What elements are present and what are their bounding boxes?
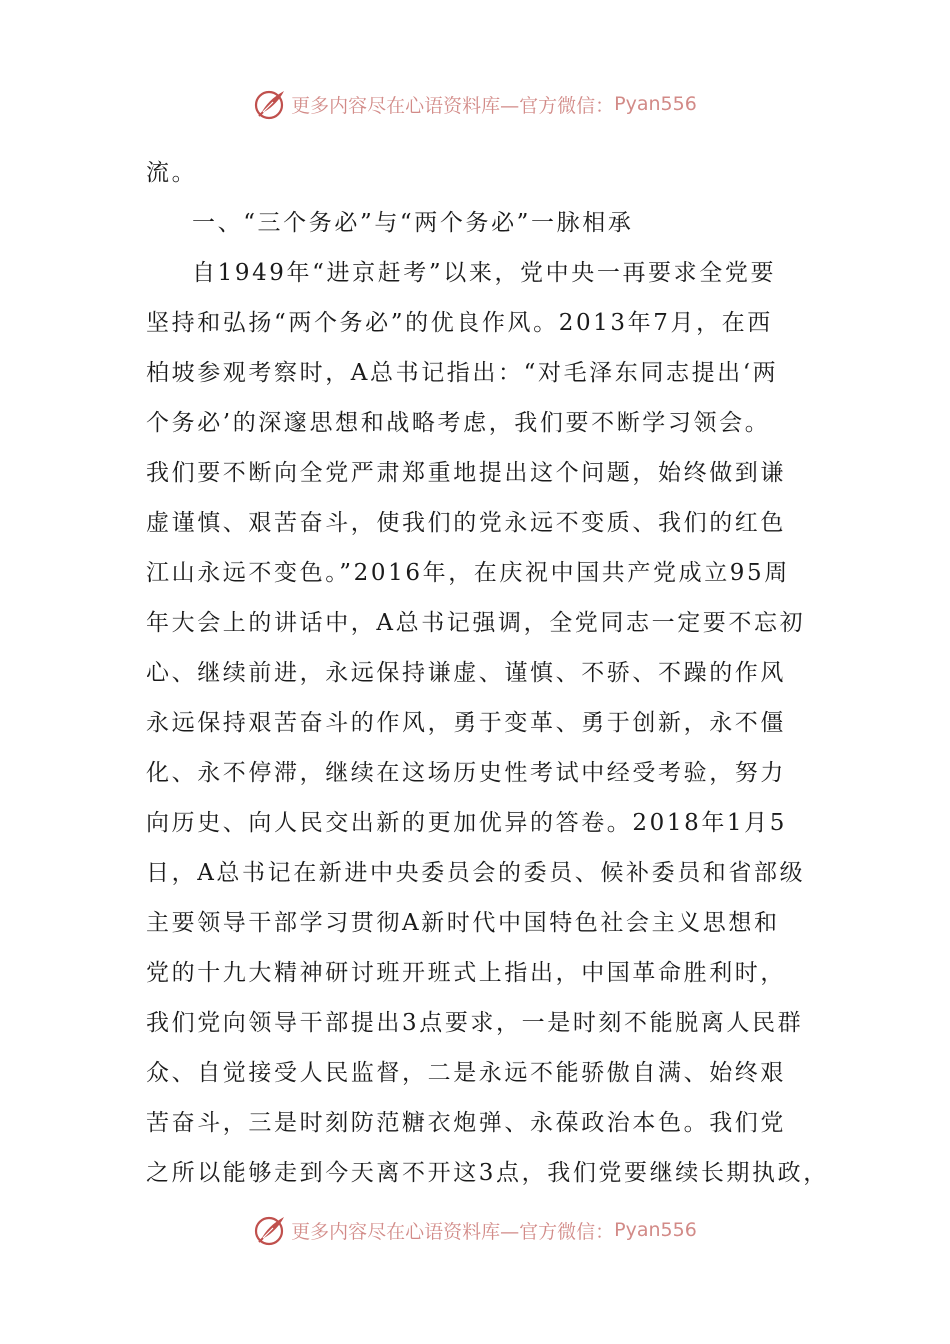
section-heading: 一、“三个务必”与“两个务必”一脉相承 [192,210,634,236]
text-line: 自1949年“进京赶考”以来，党中央一再要求全党要 [192,260,777,286]
watermark-wechat-id: Pyan556 [614,93,697,115]
text-line: 流。 [146,160,198,186]
feather-pen-logo-icon [253,87,287,121]
text-line: 永远保持艰苦奋斗的作风，勇于变革、勇于创新，永不僵 [146,710,786,736]
text-line: 主要领导干部学习贯彻A新时代中国特色社会主义思想和 [146,910,780,936]
text-line: 我们党向领导干部提出3点要求，一是时刻不能脱离人民群 [146,1010,804,1036]
text-line: 虚谨慎、艰苦奋斗，使我们的党永远不变质、我们的红色 [146,510,786,536]
text-line: 党的十九大精神研讨班开班式上指出，中国革命胜利时， [146,960,786,986]
document-body [146,148,829,1198]
text-line: 柏坡参观考察时，A总书记指出：“对毛泽东同志提出‘两 [146,360,779,386]
text-line: 江山永远不变色。”2016年，在庆祝中国共产党成立95周 [146,560,790,586]
watermark-wechat-id: Pyan556 [614,1219,697,1241]
text-line: 苦奋斗，三是时刻防范糖衣炮弹、永葆政治本色。我们党 [146,1110,786,1136]
watermark-text: 更多内容尽在心语资料库—官方微信： [291,94,615,117]
text-line: 众、自觉接受人民监督，二是永远不能骄傲自满、始终艰 [146,1060,786,1086]
text-line: 年大会上的讲话中，A总书记强调，全党同志一定要不忘初 [146,610,806,636]
text-line: 坚持和弘扬“两个务必”的优良作风。2013年7月，在西 [146,310,773,336]
watermark-text: 更多内容尽在心语资料库—官方微信： [291,1220,615,1243]
text-line: 心、继续前进，永远保持谦虚、谨慎、不骄、不躁的作风 [146,660,786,686]
text-line: 我们要不断向全党严肃郑重地提出这个问题，始终做到谦 [146,460,786,486]
text-line: 之所以能够走到今天离不开这3点，我们党要继续长期执政， [146,1160,829,1186]
watermark-header [0,84,950,124]
text-line: 日，A总书记在新进中央委员会的委员、候补委员和省部级 [146,860,806,886]
text-line: 向历史、向人民交出新的更加优异的答卷。2018年1月5 [146,810,787,836]
text-line: 化、永不停滞，继续在这场历史性考试中经受考验，努力 [146,760,786,786]
text-line: 个务必’的深邃思想和战略考虑，我们要不断学习领会。 [146,410,771,436]
watermark-footer [0,1210,950,1250]
feather-pen-logo-icon [253,1213,287,1247]
